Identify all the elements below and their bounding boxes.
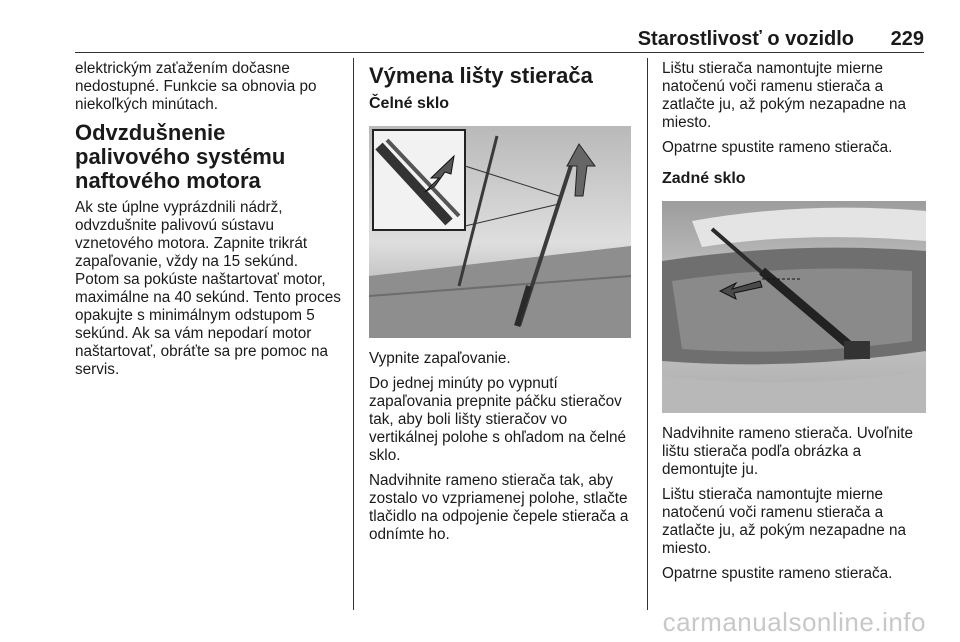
page-number: 229 [890,28,924,50]
column-divider-1 [353,58,354,610]
subheading-rear-window: Zadné sklo [662,170,746,187]
column-1 [75,60,343,386]
windscreen-wiper-figure [369,126,631,338]
section-heading-fuel: Odvzdušnenie palivového systému naftového motora [75,120,286,193]
fuel-body-text: Ak ste úplne vyprázdnili nádrž, odvzdušnite palivovú sústavu vznetového motora. Zapnite trikrát zapaľovanie, vždy na 15 sekúnd. Potom sa pokúste naštartovať motor, maximálne na 40 sekúnd. Tento proces opakujte s minimálnym odstupom 5 sekúnd. Ak sa vám nepodarí motor naštartovať, obráťte sa pre pomoc na servis. [75,199,341,378]
column-divider-2 [647,58,648,610]
windscreen-step-5: Opatrne spustite rameno stierača. [662,139,893,156]
windscreen-step-3: Nadvihnite rameno stierača tak, aby zostalo vo vzpriamenej polohe, stlačte tlačidlo na odpojenie čepele stierača a odnímte ho. [369,472,629,543]
windscreen-step-4: Lištu stierača namontujte mierne natočenú voči ramenu stierača a zatlačte ju, až pokým nezapadne na miesto. [662,60,907,131]
rear-step-2: Lištu stierača namontujte mierne natočenú voči ramenu stierača a zatlačte ju, až pokým nezapadne na miesto. [662,486,907,557]
intro-text: elektrickým zaťažením dočasne nedostupné. Funkcie sa obnovia po niekoľkých minútach. [75,60,317,113]
section-heading-wiper: Výmena lišty stierača [369,63,593,88]
watermark-text: carmanualsonline.info [662,607,926,637]
windscreen-step-1: Vypnite zapaľovanie. [369,350,511,367]
header-title: Starostlivosť o vozidlo [637,28,854,50]
column-3 [662,60,930,590]
page-header [75,26,924,53]
rear-step-3: Opatrne spustite rameno stierača. [662,565,893,582]
rear-step-1: Nadvihnite rameno stierača. Uvoľnite lištu stierača podľa obrázka a demontujte ju. [662,425,914,478]
subheading-windscreen: Čelné sklo [369,95,450,112]
windscreen-step-2: Do jednej minúty po vypnutí zapaľovania prepnite páčku stieračov tak, aby boli lišty stieračov vo vertikálnej polohe s ohľadom na čelné sklo. [369,375,627,464]
column-2 [369,60,635,551]
rear-wiper-figure [662,201,926,413]
